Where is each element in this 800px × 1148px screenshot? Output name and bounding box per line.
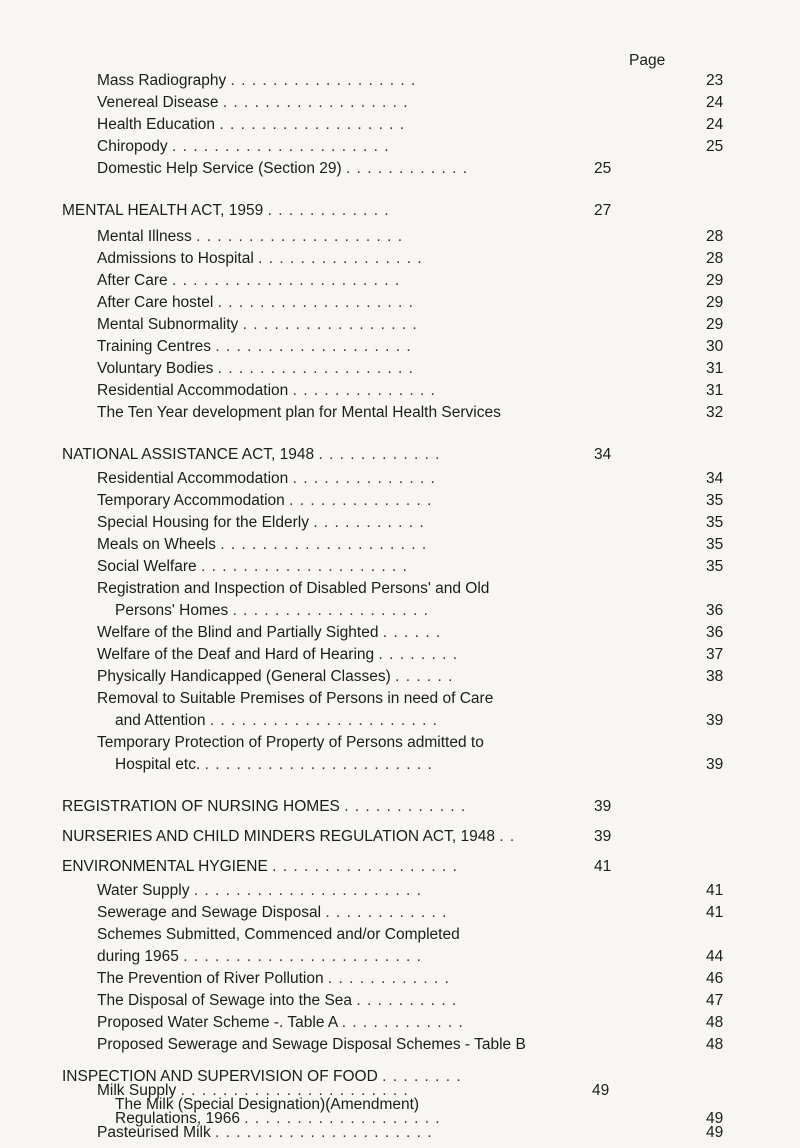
toc-page-number: 37 <box>706 646 724 663</box>
toc-page-number: 41 <box>706 882 724 899</box>
toc-entry: Pasteurised Milk . . . . . . . . . . . . . . . . . . . . . <box>97 1124 433 1141</box>
toc-entry-continuation: and Attention . . . . . . . . . . . . . . . . . . . . . . <box>115 712 438 729</box>
toc-entry: The Disposal of Sewage into the Sea . . . . . . . . . . <box>97 992 458 1009</box>
toc-page-number: 49 <box>706 1124 724 1141</box>
toc-page-number: 41 <box>706 904 724 921</box>
toc-page-number: 29 <box>706 316 724 333</box>
toc-page-number: 28 <box>706 228 724 245</box>
toc-entry: Training Centres . . . . . . . . . . . . . . . . . . . <box>97 338 412 355</box>
toc-page-number: 32 <box>706 404 724 421</box>
toc-entry: Temporary Protection of Property of Persons admitted to <box>97 734 484 751</box>
toc-entry: Residential Accommodation . . . . . . . . . . . . . . <box>97 382 436 399</box>
toc-page-number: 31 <box>706 360 724 377</box>
toc-entry: Voluntary Bodies . . . . . . . . . . . . . . . . . . . <box>97 360 414 377</box>
toc-page-number: 39 <box>594 828 612 845</box>
toc-entry: Venereal Disease . . . . . . . . . . . . . . . . . . <box>97 94 409 111</box>
toc-page-number: 48 <box>706 1014 724 1031</box>
toc-page-number: 36 <box>706 602 724 619</box>
toc-page-number: 47 <box>706 992 724 1009</box>
toc-entry: Social Welfare . . . . . . . . . . . . . . . . . . . . <box>97 558 408 575</box>
toc-entry-continuation: during 1965 . . . . . . . . . . . . . . . . . . . . . . . <box>97 948 422 965</box>
toc-entry: Proposed Water Scheme -. Table A . . . . . . . . . . . . <box>97 1014 464 1031</box>
toc-page-number: 35 <box>706 514 724 531</box>
toc-entry: Sewerage and Sewage Disposal . . . . . . . . . . . . <box>97 904 448 921</box>
toc-page-number: 28 <box>706 250 724 267</box>
page-column-heading: Page <box>629 52 666 69</box>
toc-page-number: 39 <box>706 712 724 729</box>
toc-page-number: 30 <box>706 338 724 355</box>
toc-entry: After Care . . . . . . . . . . . . . . . . . . . . . . <box>97 272 401 289</box>
toc-entry: Mass Radiography . . . . . . . . . . . . . . . . . . <box>97 72 417 89</box>
toc-entry: Residential Accommodation . . . . . . . . . . . . . . <box>97 470 436 487</box>
toc-entry: The Ten Year development plan for Mental Health Services <box>97 404 501 421</box>
toc-entry: After Care hostel . . . . . . . . . . . . . . . . . . . <box>97 294 414 311</box>
toc-section-heading: ENVIRONMENTAL HYGIENE . . . . . . . . . . . . . . . . . . <box>62 858 458 875</box>
toc-entry: Milk Supply . . . . . . . . . . . . . . . . . . . . . . <box>97 1081 409 1099</box>
toc-section-heading: INSPECTION AND SUPERVISION OF FOOD . . . . . . . . <box>62 1067 462 1085</box>
toc-page-number: 36 <box>706 624 724 641</box>
toc-entry: Schemes Submitted, Commenced and/or Completed <box>97 926 460 943</box>
toc-entry: Mental Subnormality . . . . . . . . . . . . . . . . . <box>97 316 418 333</box>
toc-section-heading: NATIONAL ASSISTANCE ACT, 1948 . . . . . . . . . . . . <box>62 446 441 463</box>
toc-section-heading: REGISTRATION OF NURSING HOMES . . . . . . . . . . . . <box>62 798 467 815</box>
toc-page-number: 24 <box>706 116 724 133</box>
toc-entry: Proposed Sewerage and Sewage Disposal Schemes - Table B <box>97 1036 526 1053</box>
toc-page-number: 35 <box>706 558 724 575</box>
toc-page-number: 24 <box>706 94 724 111</box>
toc-page-number: 38 <box>706 668 724 685</box>
toc-page-number: 23 <box>706 72 724 89</box>
toc-section-heading: MENTAL HEALTH ACT, 1959 . . . . . . . . . . . . <box>62 202 390 219</box>
toc-entry-continuation: Regulations, 1966 . . . . . . . . . . . . . . . . . . . <box>115 1109 441 1127</box>
toc-entry: Welfare of the Blind and Partially Sighted . . . . . . <box>97 624 442 641</box>
toc-page-number: 39 <box>706 756 724 773</box>
toc-page-number: 35 <box>706 536 724 553</box>
toc-page-number: 39 <box>594 798 612 815</box>
toc-page-number: 29 <box>706 294 724 311</box>
toc-page-number: 41 <box>594 858 612 875</box>
toc-page-number: 34 <box>706 470 724 487</box>
toc-entry: Meals on Wheels . . . . . . . . . . . . . . . . . . . . <box>97 536 428 553</box>
toc-entry: Chiropody . . . . . . . . . . . . . . . . . . . . . <box>97 138 390 155</box>
toc-entry: Welfare of the Deaf and Hard of Hearing . . . . . . . . <box>97 646 459 663</box>
toc-page-number: 25 <box>594 160 612 177</box>
toc-page-number: 46 <box>706 970 724 987</box>
toc-entry: Health Education . . . . . . . . . . . . . . . . . . <box>97 116 406 133</box>
toc-page-number: 44 <box>706 948 724 965</box>
toc-entry: Water Supply . . . . . . . . . . . . . . . . . . . . . . <box>97 882 422 899</box>
toc-entry: Domestic Help Service (Section 29) . . . . . . . . . . . . <box>97 160 469 177</box>
toc-entry: Removal to Suitable Premises of Persons in need of Care <box>97 690 494 707</box>
toc-entry: Special Housing for the Elderly . . . . . . . . . . . <box>97 514 425 531</box>
toc-entry-continuation: Persons' Homes . . . . . . . . . . . . . . . . . . . <box>115 602 429 619</box>
toc-page-number: 34 <box>594 446 612 463</box>
toc-page-number: 49 <box>706 1109 724 1127</box>
toc-entry: Physically Handicapped (General Classes) . . . . . . <box>97 668 454 685</box>
toc-page-number: 31 <box>706 382 724 399</box>
toc-entry: The Prevention of River Pollution . . . . . . . . . . . . <box>97 970 450 987</box>
toc-entry-continuation: Hospital etc. . . . . . . . . . . . . . . . . . . . . . . <box>115 756 433 773</box>
toc-entry: Registration and Inspection of Disabled Persons' and Old <box>97 580 490 597</box>
toc-entry: Mental Illness . . . . . . . . . . . . . . . . . . . . <box>97 228 404 245</box>
toc-entry: Admissions to Hospital . . . . . . . . . . . . . . . . <box>97 250 423 267</box>
toc-section-heading: NURSERIES AND CHILD MINDERS REGULATION ACT, 1948 . . <box>62 828 516 845</box>
toc-page-number: 25 <box>706 138 724 155</box>
toc-page-number: 48 <box>706 1036 724 1053</box>
toc-page-number: 35 <box>706 492 724 509</box>
toc-page-number: 27 <box>594 202 612 219</box>
toc-entry: The Milk (Special Designation)(Amendment) <box>115 1095 420 1113</box>
toc-page-number: 49 <box>592 1081 610 1099</box>
toc-entry: Temporary Accommodation . . . . . . . . . . . . . . <box>97 492 433 509</box>
toc-page-number: 29 <box>706 272 724 289</box>
